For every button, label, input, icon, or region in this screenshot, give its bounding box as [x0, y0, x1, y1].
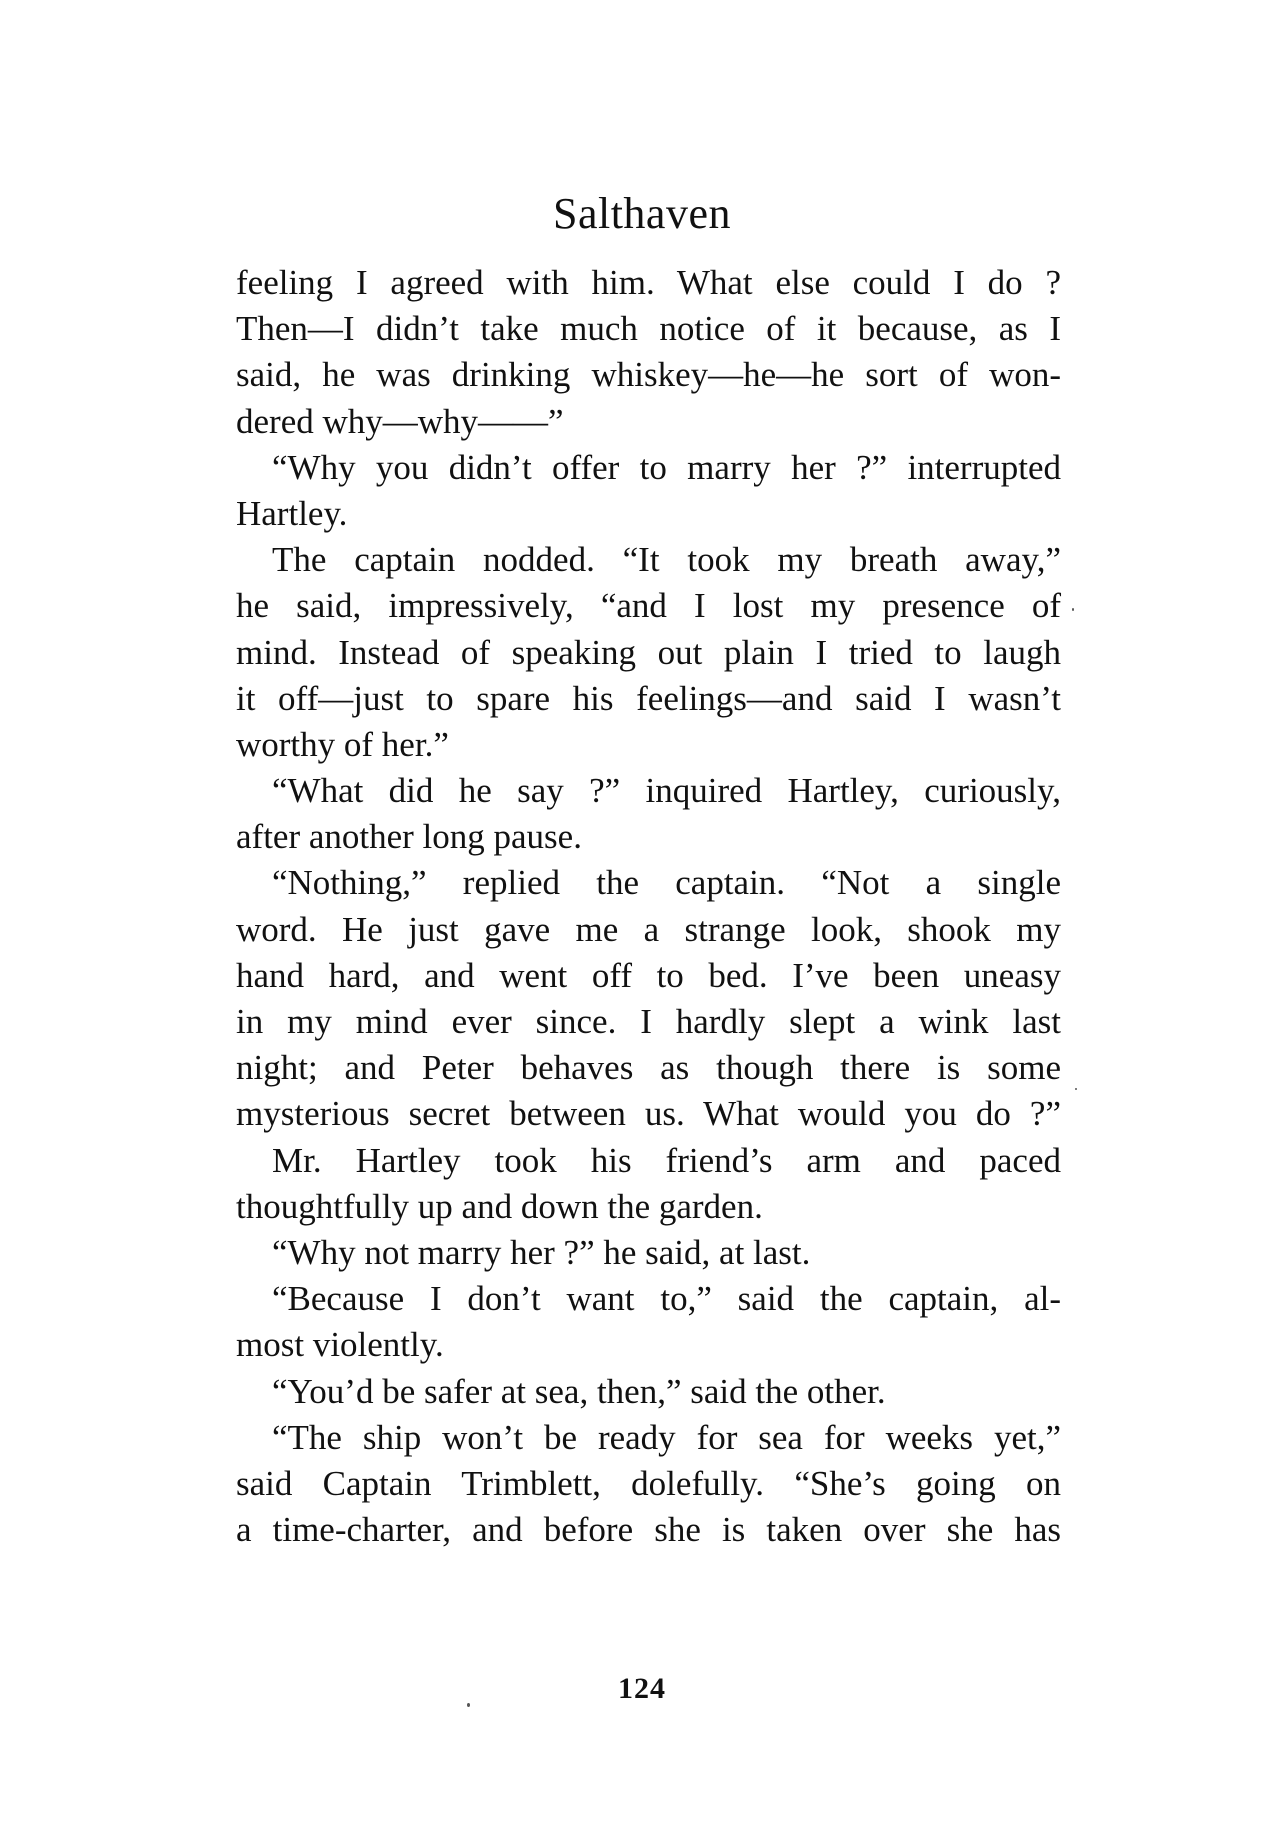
text-line: The captain nodded. “It took my breath away,” [272, 540, 1061, 580]
text-line: night; and Peter behaves as though there is some [236, 1048, 1061, 1088]
text-line: dered why—why——” [236, 401, 564, 441]
running-title: Salthaven [552, 189, 731, 238]
text-line: thoughtfully up and down the garden. [236, 1186, 763, 1226]
text-line: “Because I don’t want to,” said the captain, al- [272, 1279, 1061, 1319]
text-line: word. He just gave me a strange look, shook my [236, 909, 1061, 949]
text-line: hand hard, and went off to bed. I’ve been uneasy [236, 955, 1061, 995]
text-line: he said, impressively, “and I lost my presence of [236, 586, 1061, 626]
body-text [236, 260, 1061, 1553]
text-line: “What did he say ?” inquired Hartley, curiously, [272, 771, 1061, 811]
text-line: Then—I didn’t take much notice of it because, as I [236, 309, 1061, 349]
scan-speck [1075, 1088, 1077, 1090]
scan-speck [467, 1703, 470, 1707]
text-line: after another long pause. [236, 817, 582, 857]
text-line: it off—just to spare his feelings—and said I wasn’t [236, 678, 1061, 718]
text-line: Mr. Hartley took his friend’s arm and paced [272, 1140, 1061, 1180]
text-line: feeling I agreed with him. What else could I do ? [236, 263, 1061, 302]
text-line: “Why not marry her ?” he said, at last. [272, 1232, 811, 1272]
text-line: said, he was drinking whiskey—he—he sort of won- [236, 355, 1061, 395]
text-line: “Why you didn’t offer to marry her ?” interrupted [272, 447, 1061, 487]
text-line: most violently. [236, 1325, 444, 1365]
text-line: mysterious secret between us. What would you do ?” [236, 1094, 1061, 1134]
scan-speck [1072, 608, 1074, 611]
text-line: “The ship won’t be ready for sea for weeks yet,” [272, 1417, 1061, 1457]
page-number: 124 [618, 1672, 666, 1705]
text-line: “You’d be safer at sea, then,” said the other. [272, 1371, 886, 1411]
text-line: mind. Instead of speaking out plain I tried to laugh [236, 632, 1061, 672]
text-line: Hartley. [236, 493, 348, 533]
text-line: worthy of her.” [236, 724, 449, 764]
text-line: in my mind ever since. I hardly slept a wink last [236, 1002, 1061, 1041]
text-line: a time-charter, and before she is taken over she has [236, 1510, 1061, 1550]
text-line: said Captain Trimblett, dolefully. “She’s going on [236, 1463, 1061, 1503]
text-line: “Nothing,” replied the captain. “Not a single [272, 863, 1061, 903]
